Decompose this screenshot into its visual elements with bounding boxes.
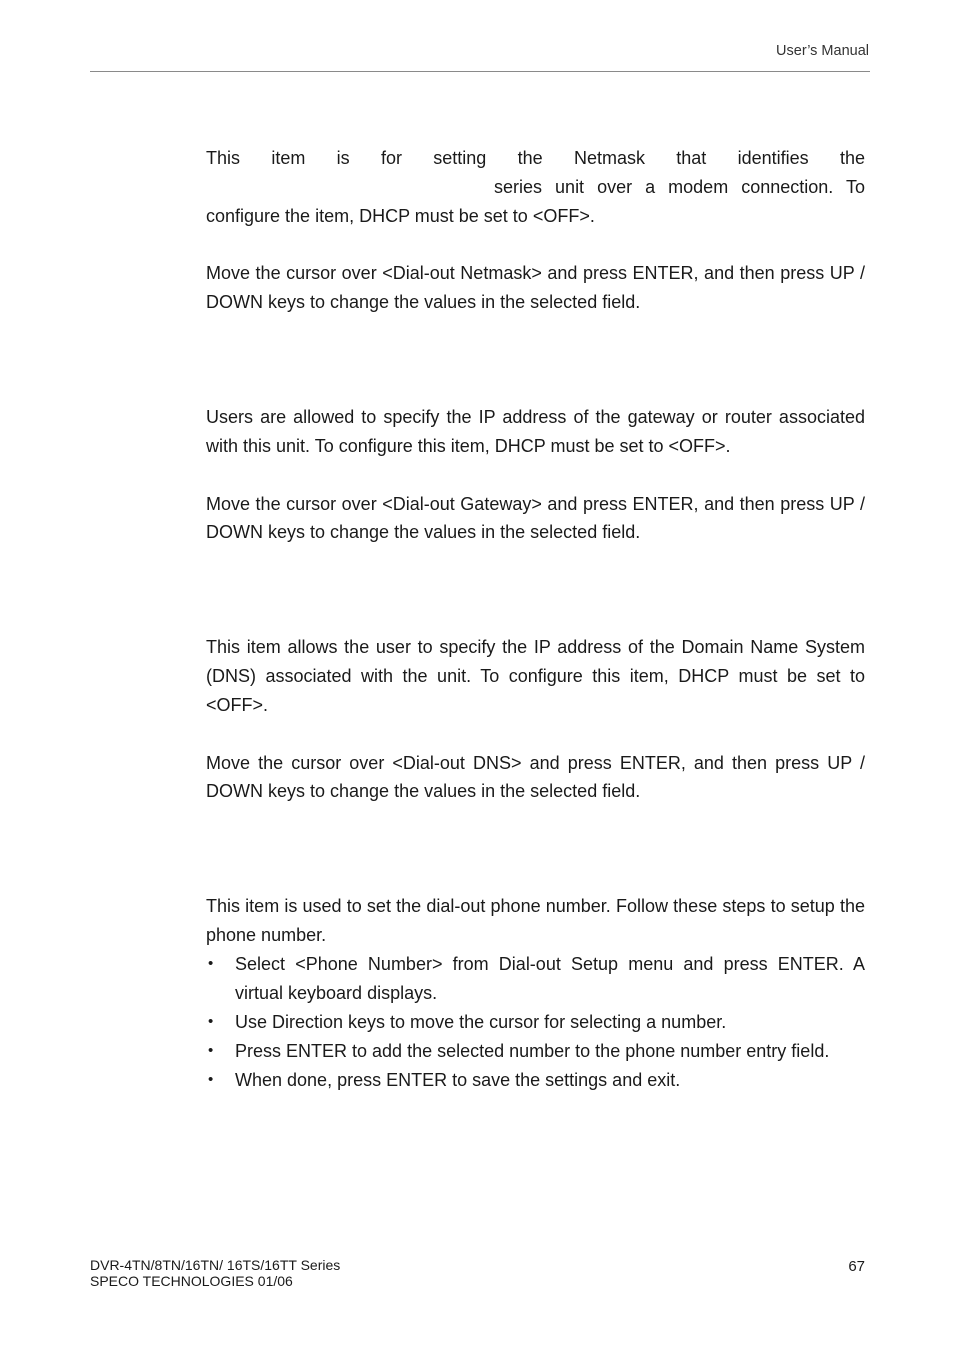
gateway-instructions: Move the cursor over <Dial-out Gateway> and press ENTER, and then press UP / DOWN keys to change the values in the selected field. xyxy=(206,493,865,543)
list-item: • Select <Phone Number> from Dial-out Setup menu and press ENTER. A virtual keyboard displays. xyxy=(206,950,865,1008)
netmask-instructions: Move the cursor over <Dial-out Netmask> and press ENTER, and then press UP / DOWN keys to change the values in the selected field. xyxy=(206,263,865,313)
section-gateway xyxy=(206,403,865,547)
header-divider xyxy=(90,71,870,72)
section-phone-number xyxy=(206,892,865,1095)
list-item: • Use Direction keys to move the cursor for selecting a number. xyxy=(206,1008,865,1037)
bullet-icon: • xyxy=(208,1012,214,1030)
phone-description: This item is used to set the dial-out phone number. Follow these steps to setup the phone number. xyxy=(206,896,865,945)
bullet-icon: • xyxy=(208,1042,214,1060)
gateway-description: Users are allowed to specify the IP address of the gateway or router associated with this unit. To configure this item, DHCP must be set to <OFF>. xyxy=(206,406,865,456)
footer-model: DVR-4TN/8TN/16TN/ 16TS/16TT Series xyxy=(90,1257,341,1273)
netmask-intro-line1: This item is for setting the Netmask that identifies the xyxy=(206,148,865,168)
list-item: • When done, press ENTER to save the settings and exit. xyxy=(206,1066,865,1095)
bullet-icon: • xyxy=(208,1071,214,1089)
section-netmask xyxy=(206,144,865,317)
page-body xyxy=(206,144,865,1095)
dns-description: This item allows the user to specify the IP address of the Domain Name System (DNS) associated with the unit. To configure this item, DHCP must be set to <OFF>. xyxy=(206,637,865,715)
netmask-intro-line2 xyxy=(206,173,865,231)
netmask-intro-rest: series unit over a modem connection. To configure the item, DHCP must be set to <OFF>. xyxy=(206,176,865,226)
footer-company: SPECO TECHNOLOGIES 01/06 xyxy=(90,1273,293,1289)
footer-info xyxy=(90,1257,340,1289)
page-number: 67 xyxy=(848,1258,865,1275)
phone-steps-list xyxy=(206,950,865,1095)
list-item: • Press ENTER to add the selected number to the phone number entry field. xyxy=(206,1037,865,1066)
dns-instructions: Move the cursor over <Dial-out DNS> and press ENTER, and then press UP / DOWN keys to change the values in the selected field. xyxy=(206,752,865,802)
running-header: User’s Manual xyxy=(776,43,869,59)
bullet-icon: • xyxy=(208,954,214,972)
section-dns xyxy=(206,633,865,806)
